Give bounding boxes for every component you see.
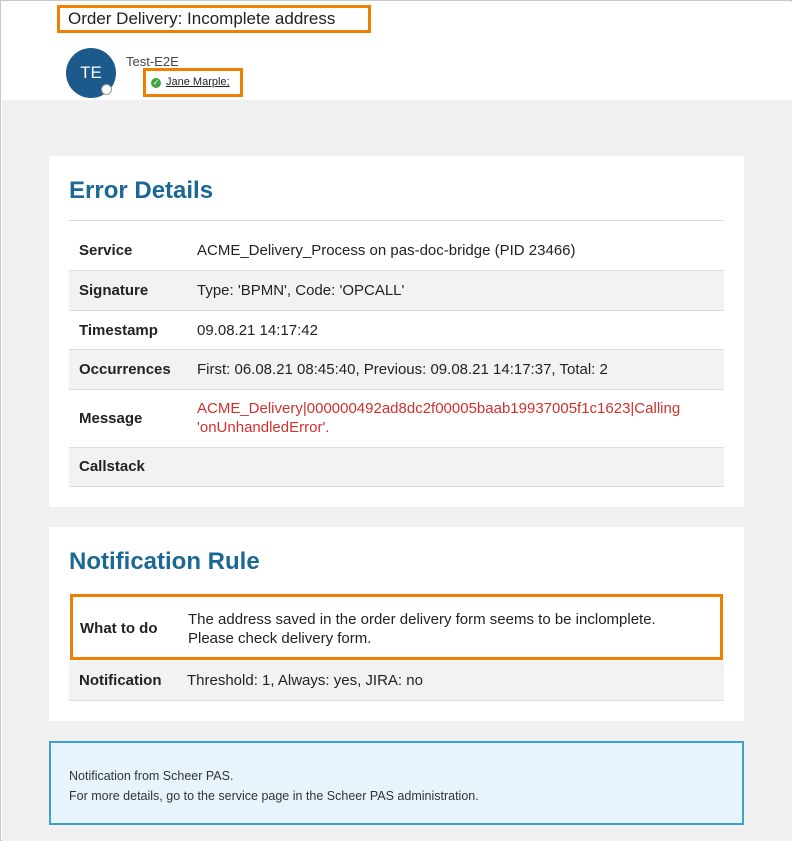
divider xyxy=(69,220,724,221)
row-key: Occurrences xyxy=(79,361,171,378)
row-value-line: The address saved in the order delivery form seems to be inclomplete. xyxy=(188,611,656,628)
error-details-title: Error Details xyxy=(69,177,214,204)
sender-avatar[interactable]: TE xyxy=(66,48,116,98)
error-message-line: ACME_Delivery|000000492ad8dc2f00005baab19937005f1c1623|Calling xyxy=(197,400,681,417)
table-row xyxy=(69,311,724,350)
footer-line: For more details, go to the service page in the Scheer PAS administration. xyxy=(69,789,479,803)
table-row xyxy=(69,661,724,701)
row-key: Callstack xyxy=(79,458,145,475)
row-value-line: Please check delivery form. xyxy=(188,630,372,647)
row-value: ACME_Delivery_Process on pas-doc-bridge (PID 23466) xyxy=(197,242,576,259)
presence-status-icon xyxy=(101,84,112,95)
row-value: First: 06.08.21 08:45:40, Previous: 09.08.21 14:17:37, Total: 2 xyxy=(197,361,608,378)
recipient-field xyxy=(143,68,243,97)
error-details-card xyxy=(49,156,744,507)
row-key: What to do xyxy=(80,620,158,637)
error-message-line: 'onUnhandledError'. xyxy=(197,419,330,436)
check-circle-icon: ✓ xyxy=(152,78,160,87)
error-message xyxy=(197,399,680,437)
table-row xyxy=(69,350,724,390)
email-header xyxy=(2,2,792,100)
notification-rule-card xyxy=(49,527,744,721)
recipient-link[interactable]: Jane Marple; xyxy=(166,76,230,88)
row-key: Notification xyxy=(79,672,162,689)
what-to-do-row xyxy=(70,594,723,660)
row-value: Threshold: 1, Always: yes, JIRA: no xyxy=(187,672,423,689)
row-key: Signature xyxy=(79,282,149,299)
footer-notice xyxy=(49,741,744,825)
row-value: Type: 'BPMN', Code: 'OPCALL' xyxy=(197,282,405,299)
table-row xyxy=(69,390,724,448)
row-key: Service xyxy=(79,242,133,259)
table-row xyxy=(69,448,724,487)
row-key: Timestamp xyxy=(79,322,158,339)
table-row xyxy=(69,231,724,271)
footer-line: Notification from Scheer PAS. xyxy=(69,769,234,783)
row-value xyxy=(188,610,656,648)
email-subject: Order Delivery: Incomplete address xyxy=(57,5,371,33)
table-row xyxy=(69,271,724,311)
row-value: 09.08.21 14:17:42 xyxy=(197,322,318,339)
sender-name[interactable]: Test-E2E xyxy=(126,54,179,69)
row-key: Message xyxy=(79,410,143,427)
notification-rule-title: Notification Rule xyxy=(69,548,260,575)
